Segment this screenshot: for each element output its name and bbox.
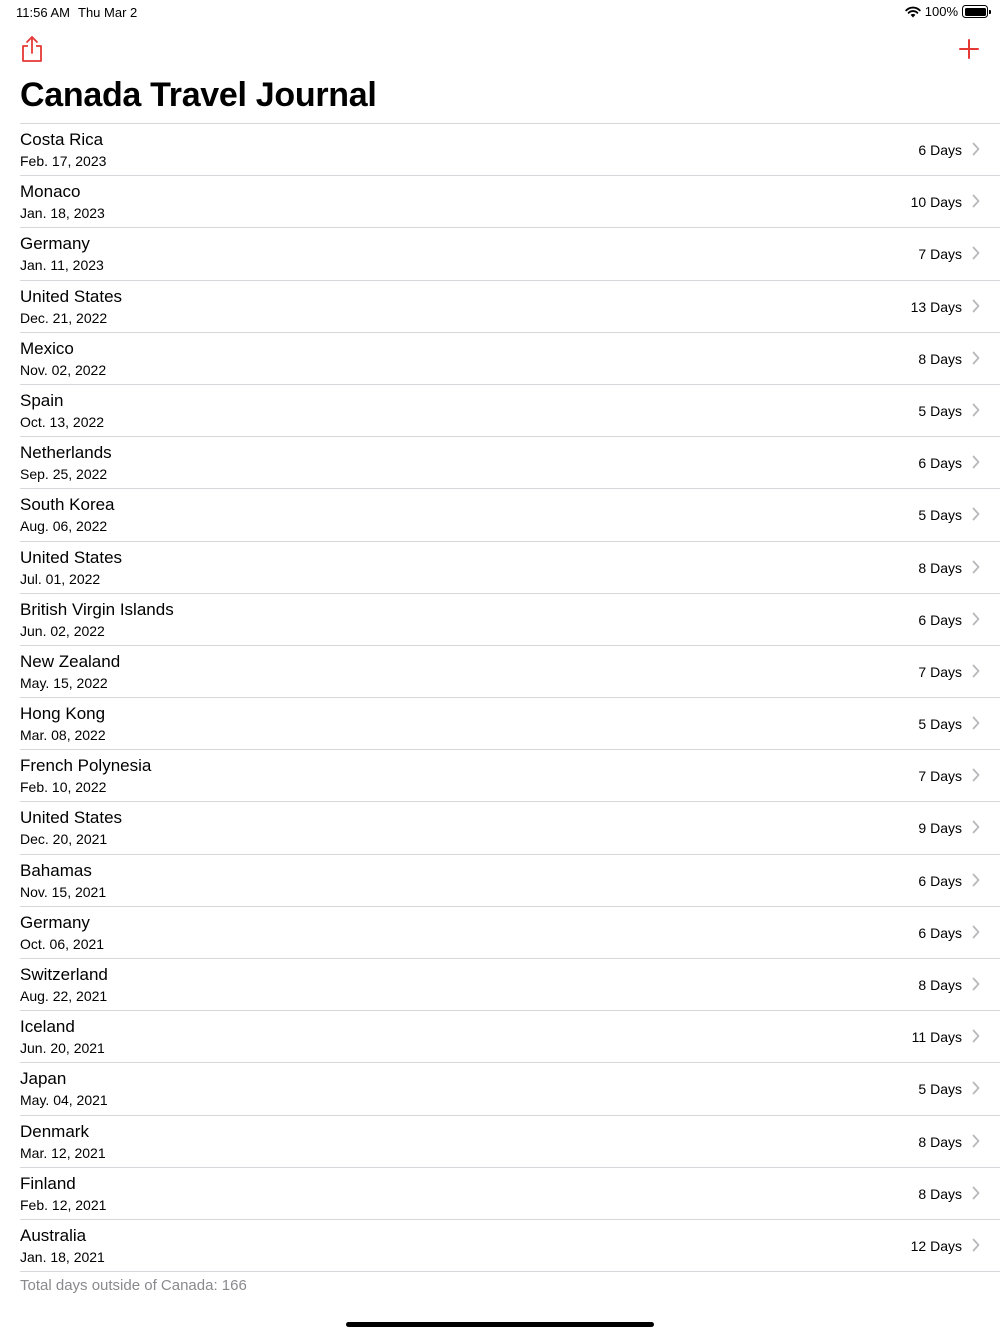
battery-percent: 100%: [924, 4, 958, 19]
trip-list: [20, 123, 1000, 1272]
trip-date: Oct. 13, 2022: [20, 413, 105, 430]
trip-duration: 12 Days: [910, 1237, 962, 1254]
trip-row[interactable]: [20, 750, 1000, 802]
trip-duration: 6 Days: [918, 611, 962, 628]
status-bar: [0, 0, 1000, 24]
trip-row[interactable]: [20, 1011, 1000, 1063]
chevron-right-icon: [972, 403, 980, 417]
trip-date: Aug. 22, 2021: [20, 988, 108, 1004]
trip-date: May. 04, 2021: [20, 1092, 108, 1109]
trip-row[interactable]: [20, 1220, 1000, 1272]
trip-row[interactable]: [20, 124, 1000, 176]
trip-country: United States: [20, 286, 123, 306]
home-indicator[interactable]: [346, 1322, 654, 1327]
chevron-right-icon: [972, 820, 980, 834]
trip-country: Spain: [20, 390, 64, 410]
chevron-right-icon: [972, 560, 980, 574]
trip-country: French Polynesia: [20, 756, 152, 776]
chevron-right-icon: [972, 768, 980, 782]
trip-date: Feb. 12, 2021: [20, 1196, 107, 1213]
status-indicators: [905, 4, 988, 19]
trip-country: Mexico: [20, 338, 74, 358]
trip-country: Germany: [20, 912, 90, 932]
trip-country: United States: [20, 547, 123, 567]
trip-row[interactable]: [20, 1116, 1000, 1168]
trip-row[interactable]: [20, 907, 1000, 959]
trip-duration: 5 Days: [918, 1081, 962, 1098]
trip-country: Denmark: [20, 1121, 89, 1141]
trip-duration: 6 Days: [918, 924, 962, 941]
trip-row[interactable]: [20, 594, 1000, 646]
add-trip-button[interactable]: [958, 38, 980, 60]
chevron-right-icon: [972, 246, 980, 260]
trip-row[interactable]: [20, 542, 1000, 594]
trip-date: Feb. 17, 2023: [20, 153, 107, 169]
trip-date: May. 15, 2022: [20, 674, 108, 691]
trip-country: Monaco: [20, 182, 81, 202]
trip-country: Netherlands: [20, 443, 112, 463]
trip-duration: 5 Days: [918, 716, 962, 733]
trip-duration: 7 Days: [918, 246, 962, 263]
share-button[interactable]: [18, 34, 46, 64]
trip-duration: 5 Days: [918, 402, 962, 419]
trip-country: South Korea: [20, 495, 115, 515]
trip-country: Finland: [20, 1173, 76, 1193]
trip-duration: 6 Days: [918, 142, 962, 158]
status-date: Thu Mar 2: [78, 5, 138, 20]
trip-duration: 8 Days: [918, 977, 962, 993]
trip-country: British Virgin Islands: [20, 599, 174, 619]
trip-row[interactable]: [20, 855, 1000, 907]
trip-country: Australia: [20, 1225, 87, 1245]
trip-duration: 6 Days: [918, 455, 962, 472]
trip-row[interactable]: [20, 228, 1000, 280]
chevron-right-icon: [972, 1134, 980, 1148]
chevron-right-icon: [972, 1029, 980, 1043]
trip-row[interactable]: [20, 489, 1000, 541]
chevron-right-icon: [972, 194, 980, 208]
trip-date: Jan. 18, 2023: [20, 205, 105, 222]
total-days-footer: Total days outside of Canada: 166: [20, 1277, 247, 1294]
trip-duration: 11 Days: [911, 1029, 962, 1046]
trip-date: Nov. 15, 2021: [20, 883, 107, 900]
trip-date: Oct. 06, 2021: [20, 935, 105, 952]
chevron-right-icon: [972, 299, 980, 313]
trip-row[interactable]: [20, 1063, 1000, 1115]
trip-duration: 6 Days: [918, 872, 962, 889]
trip-duration: 8 Days: [918, 350, 962, 367]
battery-level: [965, 8, 986, 16]
navigation-bar: [0, 30, 1000, 70]
trip-duration: 8 Days: [918, 1185, 962, 1202]
trip-duration: 10 Days: [910, 194, 962, 211]
chevron-right-icon: [972, 455, 980, 469]
page-title: Canada Travel Journal: [20, 76, 377, 114]
trip-date: Jan. 18, 2021: [20, 1248, 105, 1265]
trip-country: Japan: [20, 1069, 67, 1089]
chevron-right-icon: [972, 925, 980, 939]
chevron-right-icon: [972, 716, 980, 730]
battery-icon: [962, 5, 988, 18]
trip-row[interactable]: [20, 385, 1000, 437]
trip-country: New Zealand: [20, 651, 121, 671]
trip-country: Costa Rica: [20, 130, 104, 149]
trip-row[interactable]: [20, 646, 1000, 698]
trip-date: Mar. 08, 2022: [20, 727, 106, 744]
chevron-right-icon: [972, 351, 980, 365]
trip-country: Switzerland: [20, 965, 108, 984]
trip-country: Bahamas: [20, 860, 92, 880]
trip-country: Germany: [20, 234, 90, 254]
share-icon: [18, 34, 46, 64]
trip-duration: 7 Days: [918, 768, 962, 785]
trip-row[interactable]: [20, 437, 1000, 489]
trip-date: Nov. 02, 2022: [20, 361, 107, 378]
chevron-right-icon: [972, 977, 980, 991]
chevron-right-icon: [972, 1238, 980, 1252]
trip-row[interactable]: [20, 802, 1000, 854]
trip-row[interactable]: [20, 281, 1000, 333]
trip-date: Sep. 25, 2022: [20, 466, 108, 483]
trip-date: Jun. 20, 2021: [20, 1040, 105, 1057]
trip-row[interactable]: [20, 333, 1000, 385]
trip-date: Mar. 12, 2021: [20, 1144, 106, 1161]
trip-duration: 8 Days: [918, 559, 962, 576]
plus-icon: [958, 38, 980, 60]
chevron-right-icon: [972, 1186, 980, 1200]
chevron-right-icon: [972, 664, 980, 678]
chevron-right-icon: [972, 612, 980, 626]
trip-country: Hong Kong: [20, 704, 106, 724]
trip-date: Jun. 02, 2022: [20, 622, 105, 639]
trip-row[interactable]: [20, 176, 1000, 228]
wifi-icon: [905, 6, 921, 18]
trip-date: Dec. 20, 2021: [20, 831, 108, 848]
trip-date: Feb. 10, 2022: [20, 779, 107, 796]
chevron-right-icon: [972, 507, 980, 521]
trip-country: Iceland: [20, 1017, 75, 1037]
trip-country: United States: [20, 808, 123, 828]
trip-date: Dec. 21, 2022: [20, 309, 108, 326]
trip-date: Jul. 01, 2022: [20, 570, 101, 587]
trip-row[interactable]: [20, 1168, 1000, 1220]
status-time: 11:56 AM: [16, 5, 70, 20]
trip-duration: 5 Days: [918, 507, 962, 524]
trip-duration: 7 Days: [918, 663, 962, 680]
trip-date: Jan. 11, 2023: [20, 257, 104, 274]
chevron-right-icon: [972, 873, 980, 887]
trip-row[interactable]: [20, 959, 1000, 1011]
trip-date: Aug. 06, 2022: [20, 518, 108, 535]
trip-duration: 9 Days: [918, 820, 962, 837]
trip-duration: 8 Days: [918, 1133, 962, 1150]
trip-row[interactable]: [20, 698, 1000, 750]
trip-duration: 13 Days: [910, 298, 962, 315]
chevron-right-icon: [972, 142, 980, 156]
chevron-right-icon: [972, 1081, 980, 1095]
